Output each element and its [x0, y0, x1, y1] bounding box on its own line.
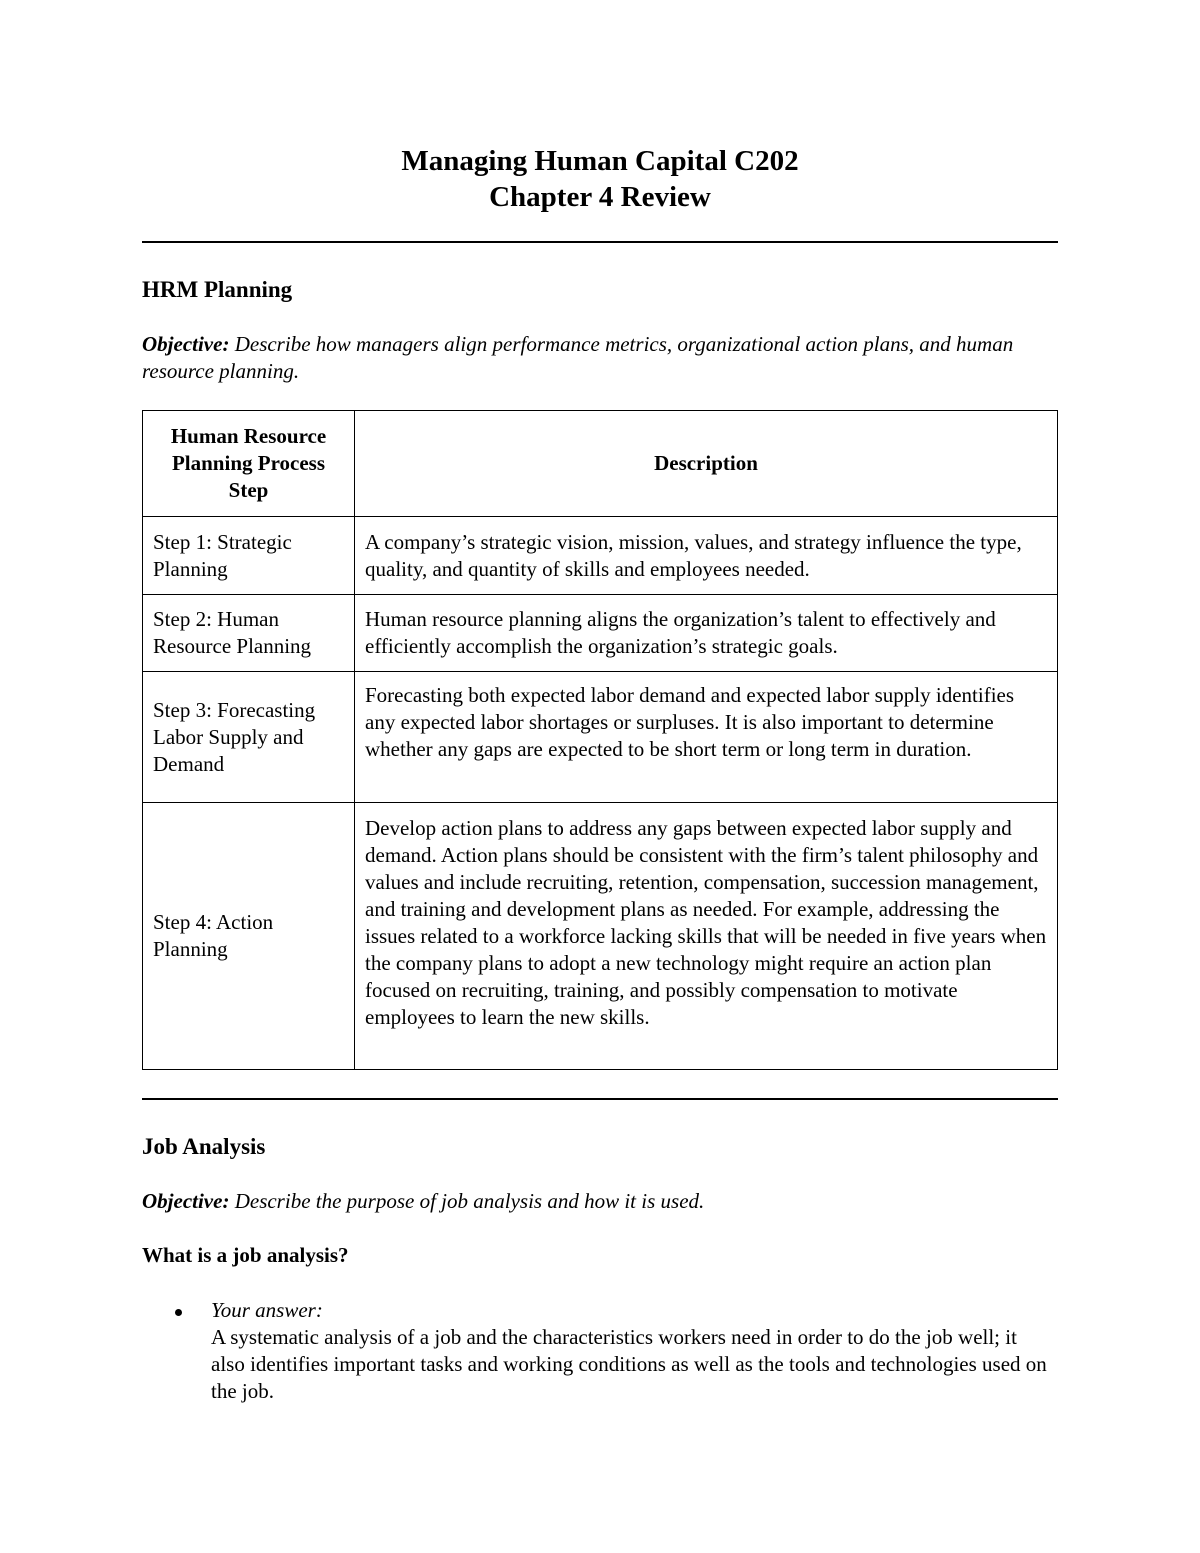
description-cell: Forecasting both expected labor demand and expected labor supply identifies any expected labor shortages or surpluses. It is also important to determine whether any gaps are expected to be short term or long term in duration.: [355, 672, 1058, 803]
step-cell: Step 2: Human Resource Planning: [143, 595, 355, 672]
section-heading-hrm-planning: HRM Planning: [142, 277, 293, 302]
description-cell: Develop action plans to address any gaps between expected labor supply and demand. Action plans should be consistent with the firm’s talent philosophy and values and include recruiting, retention, compensation, succession management, and training and development plans as needed. For example, addressing the issues related to a workforce lacking skills that will be needed in five years when the company plans to adopt a new technology might require an action plan focused on recruiting, training, and possibly compensation to motivate employees to learn the new skills.: [355, 803, 1058, 1070]
bullet-icon: [175, 1309, 182, 1316]
column-header-description: Description: [355, 411, 1058, 517]
table-row: [143, 517, 1058, 595]
section-heading-job-analysis: Job Analysis: [142, 1134, 266, 1159]
step-cell: Step 3: Forecasting Labor Supply and Demand: [143, 672, 355, 803]
objective-text: Describe the purpose of job analysis and how it is used.: [229, 1189, 705, 1213]
description-cell: Human resource planning aligns the organization’s talent to effectively and efficiently accomplish the organization’s strategic goals.: [355, 595, 1058, 672]
title-block: [0, 143, 1200, 215]
objective-label: Objective:: [142, 1189, 230, 1213]
question-what-is-job-analysis: What is a job analysis?: [142, 1243, 349, 1267]
answer-label: Your answer:: [211, 1298, 323, 1322]
document-title: Managing Human Capital C202: [401, 145, 799, 177]
objective-hrm-planning: [142, 331, 1058, 385]
hr-planning-table: [142, 410, 1058, 1070]
table-header-row: [143, 411, 1058, 517]
table-row: [143, 672, 1058, 803]
objective-label: Objective:: [142, 332, 230, 356]
objective-job-analysis: [142, 1188, 1058, 1215]
answer-text: A systematic analysis of a job and the characteristics workers need in order to do the job well; it also identifies important tasks and working conditions as well as the tools and technologies used on the job.: [211, 1325, 1047, 1403]
section-divider: [142, 1098, 1058, 1100]
answer-list-item: [175, 1297, 1055, 1405]
description-cell: A company’s strategic vision, mission, values, and strategy influence the type, quality, and quantity of skills and employees needed.: [355, 517, 1058, 595]
step-cell: Step 4: Action Planning: [143, 803, 355, 1070]
objective-text: Describe how managers align performance metrics, organizational action plans, and human resource planning.: [142, 332, 1014, 383]
section-divider: [142, 241, 1058, 243]
column-header-step: Human Resource Planning Process Step: [143, 411, 355, 517]
table-row: [143, 803, 1058, 1070]
table-row: [143, 595, 1058, 672]
step-cell: Step 1: Strategic Planning: [143, 517, 355, 595]
document-subtitle: Chapter 4 Review: [489, 181, 711, 213]
